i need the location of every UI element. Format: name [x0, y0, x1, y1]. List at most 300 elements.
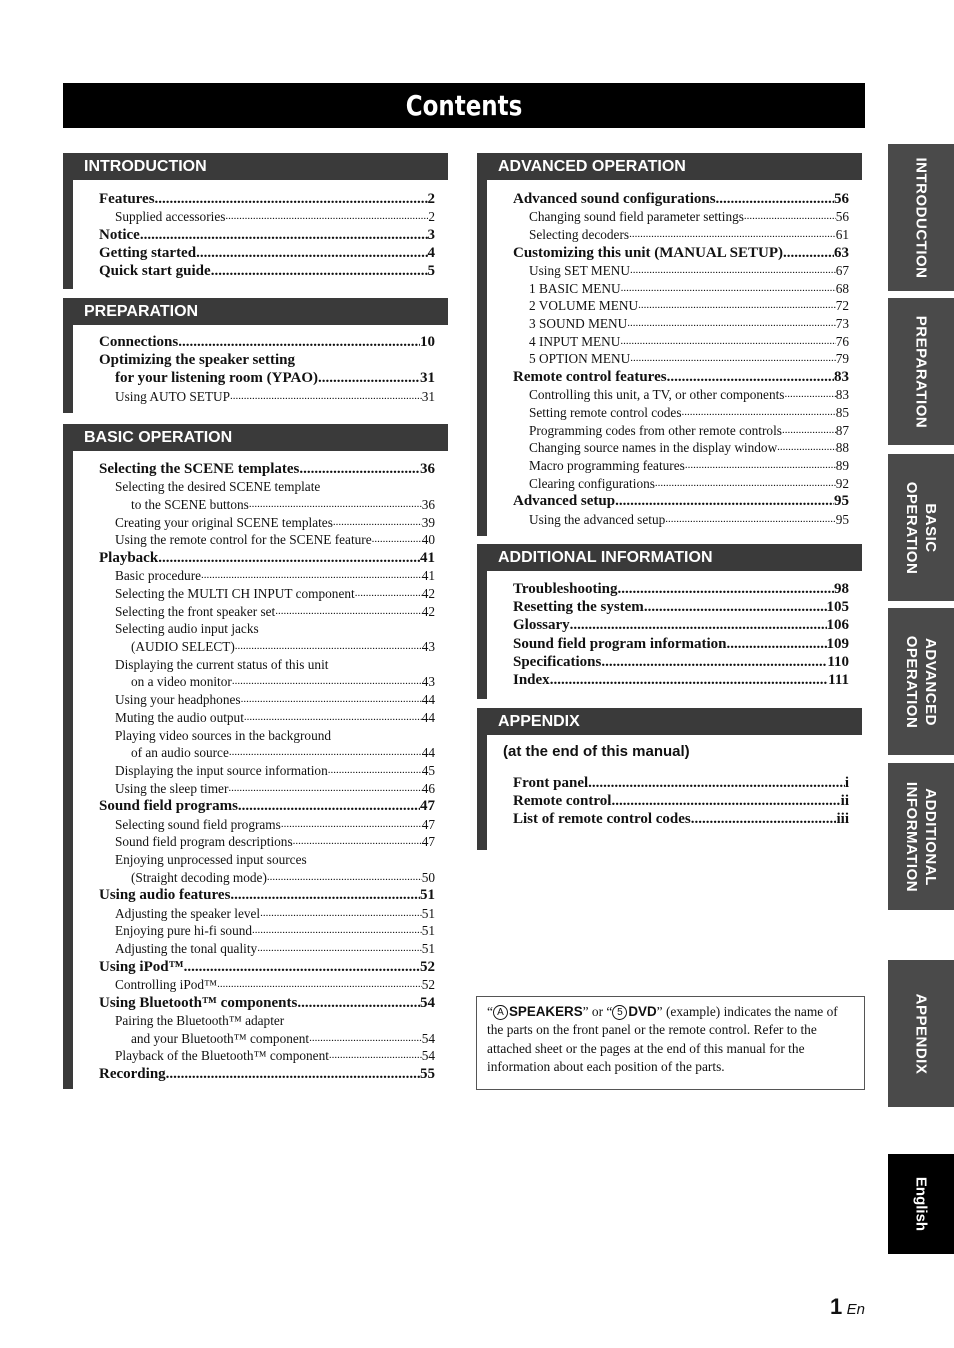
- toc-entry-page: 68: [835, 280, 849, 296]
- toc-entry-page: 92: [835, 475, 849, 491]
- toc-entry[interactable]: [513, 422, 849, 440]
- toc-entry-page: 111: [828, 672, 849, 689]
- toc-entry-label: List of remote control codes: [513, 811, 691, 828]
- toc-entry[interactable]: [99, 709, 435, 727]
- page-number: [830, 1294, 865, 1320]
- toc-entry-label: Sound field program descriptions: [115, 834, 293, 850]
- toc-entry-label: Using AUTO SETUP: [115, 388, 231, 404]
- section-heading: APPENDIX: [477, 708, 862, 735]
- toc-entry-page: 106: [826, 617, 849, 634]
- dot-leader: [570, 616, 827, 634]
- dot-leader: [309, 1030, 422, 1048]
- dot-leader: [230, 388, 422, 406]
- dot-leader: [155, 190, 428, 208]
- toc-entry-label: Controlling iPod™: [115, 976, 218, 992]
- toc-entry[interactable]: [513, 280, 849, 298]
- dot-leader: [611, 792, 840, 810]
- toc-entry-label: Selecting the front speaker set: [115, 603, 276, 619]
- dot-leader: [257, 940, 422, 958]
- toc-entry[interactable]: [513, 315, 849, 333]
- toc-entry-page: 40: [421, 532, 435, 548]
- toc-entry-label: Using audio features: [99, 887, 231, 904]
- side-tab-label-line: OPERATION: [903, 635, 920, 728]
- dot-leader: [328, 762, 422, 780]
- dot-leader: [784, 386, 835, 404]
- toc-entry-page: 95: [834, 493, 849, 510]
- side-tab-label: PREPARATION: [912, 315, 930, 428]
- toc-entry[interactable]: [513, 244, 849, 262]
- toc-entry[interactable]: [99, 388, 435, 406]
- toc-entry-page: 110: [827, 653, 849, 670]
- toc-entry[interactable]: [99, 226, 435, 244]
- toc-entry[interactable]: [99, 620, 435, 638]
- toc-entry[interactable]: [513, 333, 849, 351]
- side-tab-basic-operation[interactable]: [888, 454, 954, 601]
- dot-leader: [241, 691, 422, 709]
- side-tab-appendix[interactable]: [888, 960, 954, 1107]
- toc-entry[interactable]: [513, 616, 849, 634]
- dot-leader: [627, 315, 835, 333]
- toc-entry[interactable]: [99, 691, 435, 709]
- toc-entry-page: 51: [421, 905, 435, 921]
- note-dvd: DVD: [628, 1004, 657, 1019]
- toc-entry-label: Macro programming features: [529, 458, 685, 474]
- dot-leader: [211, 262, 428, 280]
- toc-entry[interactable]: [99, 190, 435, 208]
- toc-entry-page: 3: [427, 226, 435, 243]
- section-advanced-operation: [477, 153, 862, 536]
- toc-entry[interactable]: [513, 439, 849, 457]
- toc-entry[interactable]: [99, 208, 435, 226]
- toc-entry-label: of an audio source: [131, 745, 229, 761]
- dot-leader: [329, 1047, 422, 1065]
- toc-list-wrap: [477, 735, 862, 850]
- toc-entry-label: and your Bluetooth™ component: [131, 1030, 310, 1046]
- section-heading: BASIC OPERATION: [63, 424, 448, 451]
- toc-entry-label: Using the advanced setup: [529, 511, 666, 527]
- toc-entry[interactable]: [513, 226, 849, 244]
- section-heading: ADVANCED OPERATION: [477, 153, 862, 180]
- note-box: [476, 996, 865, 1090]
- dot-leader: [644, 598, 827, 616]
- dot-leader: [333, 514, 422, 532]
- toc-entry[interactable]: [513, 350, 849, 368]
- toc-entry-page: 79: [835, 351, 849, 367]
- toc-entry-label: Resetting the system: [513, 599, 644, 616]
- dot-leader: [777, 439, 836, 457]
- toc-entry[interactable]: [99, 869, 435, 887]
- toc-entry[interactable]: [513, 511, 849, 529]
- toc-list: [63, 451, 448, 1089]
- dot-leader: [229, 744, 422, 762]
- dot-leader: [629, 226, 836, 244]
- dot-leader: [230, 886, 420, 904]
- dot-leader: [691, 810, 837, 828]
- toc-entry-page: 50: [421, 869, 435, 885]
- side-tab-label: INTRODUCTION: [912, 157, 930, 278]
- toc-entry[interactable]: [99, 816, 435, 834]
- toc-entry-label: Recording: [99, 1065, 166, 1082]
- toc-entry-label: Playback: [99, 550, 159, 567]
- toc-entry-page: i: [844, 775, 849, 791]
- toc-entry-page: 98: [834, 581, 849, 597]
- toc-entry-label: Using the sleep timer: [115, 780, 229, 796]
- toc-entry-page: 76: [835, 333, 849, 349]
- toc-entry[interactable]: [513, 208, 849, 226]
- toc-entry-label: 1 BASIC MENU: [529, 280, 621, 296]
- toc-entry-page: 89: [835, 458, 849, 474]
- dot-leader: [318, 369, 420, 387]
- section-basic-operation: [63, 424, 448, 1089]
- toc-entry[interactable]: [99, 585, 435, 603]
- dot-leader: [783, 244, 834, 262]
- toc-entry[interactable]: [513, 457, 849, 475]
- circle-a-icon: A: [493, 1005, 508, 1020]
- toc-entry[interactable]: [99, 603, 435, 621]
- dot-leader: [655, 475, 836, 493]
- dot-leader: [260, 905, 422, 923]
- toc-entry[interactable]: [513, 598, 849, 616]
- toc-entry-page: 2: [427, 191, 435, 207]
- side-tab-label: English: [912, 1176, 930, 1232]
- toc-entry-page: 41: [420, 550, 435, 567]
- section-heading: PREPARATION: [63, 298, 448, 325]
- toc-entry[interactable]: [99, 833, 435, 851]
- side-tab-label-line: INFORMATION: [903, 781, 920, 892]
- dot-leader: [158, 549, 420, 567]
- dot-leader: [685, 457, 836, 475]
- toc-entry-label: Index: [513, 672, 550, 689]
- toc-entry-label: Selecting the desired SCENE template: [115, 479, 321, 495]
- dot-leader: [620, 333, 835, 351]
- dot-leader: [638, 297, 836, 315]
- toc-entry[interactable]: [99, 478, 435, 496]
- toc-entry[interactable]: [513, 262, 849, 280]
- dot-leader: [232, 673, 422, 691]
- dot-leader: [615, 492, 834, 510]
- side-tab-english[interactable]: [888, 1154, 954, 1254]
- toc-entry-label: Remote control: [513, 793, 612, 810]
- toc-entry-page: 42: [421, 603, 435, 619]
- circle-5-icon: 5: [612, 1005, 627, 1020]
- note-speakers: SPEAKERS: [508, 1004, 583, 1019]
- toc-entry-label: 3 SOUND MENU: [529, 315, 628, 331]
- dot-leader: [267, 869, 422, 887]
- toc-entry[interactable]: [99, 940, 435, 958]
- toc-entry-page: 2: [428, 209, 435, 225]
- toc-entry[interactable]: [513, 492, 849, 510]
- toc-entry-label: Connections: [99, 334, 179, 350]
- toc-entry-page: 43: [421, 674, 435, 690]
- toc-entry[interactable]: [99, 886, 435, 904]
- toc-entry[interactable]: [513, 635, 849, 653]
- toc-entry-page: 83: [834, 369, 849, 386]
- side-tab-label: APPENDIX: [912, 993, 930, 1074]
- toc-entry-page: 51: [421, 940, 435, 956]
- toc-entry[interactable]: [99, 922, 435, 940]
- page-title: Contents: [63, 83, 865, 128]
- toc-entry-page: 45: [421, 762, 435, 778]
- toc-entry[interactable]: [99, 780, 435, 798]
- toc-entry-label: 5 OPTION MENU: [529, 351, 631, 367]
- dot-leader: [225, 208, 428, 226]
- toc-entry[interactable]: [99, 638, 435, 656]
- toc-entry-label: Using iPod™: [99, 958, 184, 975]
- toc-entry[interactable]: [99, 905, 435, 923]
- toc-entry-page: 51: [420, 887, 435, 904]
- toc-entry[interactable]: [513, 671, 849, 689]
- toc-entry-label: Using Bluetooth™ components: [99, 994, 298, 1011]
- toc-entry-label: Sound field program information: [513, 635, 727, 652]
- toc-entry-label: Changing source names in the display window: [529, 440, 778, 456]
- dot-leader: [235, 638, 422, 656]
- side-tab-label-line: ADDITIONAL: [922, 787, 939, 886]
- toc-list: [63, 325, 448, 413]
- note-text: ” (example) indicates the name of the parts on the front panel or the remote control. Refer to the attached sheet or the pages at the end of this manual for the information about each position of the parts.: [487, 1004, 838, 1075]
- side-tab-label: [902, 781, 940, 891]
- toc-entry-page: 54: [420, 994, 435, 1011]
- side-tab-label-line: BASIC: [922, 502, 939, 553]
- toc-entry-page: 109: [826, 635, 849, 652]
- toc-entry[interactable]: [99, 351, 435, 369]
- side-tab-advanced-operation[interactable]: [888, 608, 954, 755]
- toc-entry-page: 4: [427, 245, 435, 262]
- dot-leader: [201, 567, 422, 585]
- toc-entry[interactable]: [99, 262, 435, 280]
- toc-entry-page: 87: [835, 422, 849, 438]
- dot-leader: [727, 635, 827, 653]
- side-tab-label-line: OPERATION: [903, 481, 920, 574]
- toc-entry-page: ii: [840, 793, 849, 810]
- toc-entry[interactable]: [513, 475, 849, 493]
- toc-entry-label: Advanced setup: [513, 493, 616, 510]
- toc-entry[interactable]: [99, 496, 435, 514]
- dot-leader: [196, 244, 427, 262]
- toc-entry-page: 5: [427, 263, 435, 280]
- toc-entry-label: Selecting the MULTI CH INPUT component: [115, 585, 355, 601]
- toc-entry-page: 10: [420, 334, 435, 350]
- dot-leader: [244, 709, 422, 727]
- toc-entry[interactable]: [513, 368, 849, 386]
- toc-entry-label: Adjusting the tonal quality: [115, 940, 258, 956]
- toc-entry-label: Specifications: [513, 653, 602, 670]
- dot-leader: [238, 797, 420, 815]
- section-introduction: [63, 153, 448, 289]
- toc-entry-label: Selecting audio input jacks: [115, 621, 259, 637]
- dot-leader: [166, 1065, 420, 1083]
- toc-entry-page: 47: [421, 834, 435, 850]
- toc-entry-label: Changing sound field parameter settings: [529, 209, 744, 225]
- toc-entry-label: Programming codes from other remote controls: [529, 422, 782, 438]
- section-heading: INTRODUCTION: [63, 153, 448, 180]
- dot-leader: [140, 226, 428, 244]
- dot-leader: [682, 404, 836, 422]
- toc-entry-page: 56: [834, 191, 849, 207]
- page-lang: En: [846, 1301, 865, 1318]
- dot-leader: [249, 496, 422, 514]
- toc-entry[interactable]: [99, 1030, 435, 1048]
- toc-entry-page: 47: [420, 798, 435, 815]
- toc-entry[interactable]: [99, 1065, 435, 1083]
- toc-entry-label: Selecting sound field programs: [115, 816, 281, 832]
- toc-entry-label: Selecting the SCENE templates: [99, 461, 300, 477]
- toc-entry-page: 72: [835, 298, 849, 314]
- toc-entry[interactable]: [513, 810, 849, 828]
- toc-entry[interactable]: [99, 656, 435, 674]
- toc-entry[interactable]: [513, 774, 849, 792]
- toc-entry-label: Muting the audio output: [115, 709, 244, 725]
- toc-entry-page: 83: [835, 387, 849, 403]
- toc-entry[interactable]: [99, 727, 435, 745]
- side-tab-label: [902, 481, 940, 574]
- section-appendix: [477, 708, 862, 842]
- side-tab-label-line: ADVANCED: [922, 637, 939, 726]
- dot-leader: [299, 460, 420, 478]
- toc-entry[interactable]: [99, 514, 435, 532]
- toc-entry-label: Optimizing the speaker setting: [99, 352, 295, 369]
- toc-entry[interactable]: [99, 976, 435, 994]
- toc-entry-label: Sound field programs: [99, 798, 238, 815]
- toc-entry-page: 46: [421, 780, 435, 796]
- toc-entry-label: Controlling this unit, a TV, or other components: [529, 387, 785, 403]
- dot-leader: [281, 816, 422, 834]
- dot-leader: [601, 653, 827, 671]
- toc-entry[interactable]: [513, 297, 849, 315]
- section-preparation: [63, 298, 448, 413]
- toc-entry-label: Clearing configurations: [529, 475, 655, 491]
- section-heading: ADDITIONAL INFORMATION: [477, 544, 862, 571]
- toc-entry-label: Customizing this unit (MANUAL SETUP): [513, 244, 784, 261]
- dot-leader: [184, 958, 420, 976]
- toc-entry[interactable]: [99, 994, 435, 1012]
- toc-entry[interactable]: [99, 673, 435, 691]
- toc-entry-label: on a video monitor: [131, 674, 232, 690]
- dot-leader: [372, 531, 422, 549]
- toc-entry[interactable]: [513, 653, 849, 671]
- dot-leader: [621, 280, 836, 298]
- toc-entry[interactable]: [513, 190, 849, 208]
- toc-entry-label: Enjoying pure hi-fi sound: [115, 923, 253, 939]
- appendix-subtitle: (at the end of this manual): [503, 743, 690, 760]
- toc-entry-page: 95: [835, 511, 849, 527]
- toc-list: [477, 180, 862, 536]
- dot-leader: [744, 208, 836, 226]
- toc-entry[interactable]: [99, 460, 435, 478]
- toc-entry-label: Displaying the current status of this unit: [115, 656, 329, 672]
- toc-entry[interactable]: [99, 244, 435, 262]
- toc-entry-page: 47: [421, 816, 435, 832]
- toc-entry-label: 2 VOLUME MENU: [529, 298, 639, 314]
- toc-entry-page: 56: [835, 209, 849, 225]
- toc-entry[interactable]: [513, 580, 849, 598]
- toc-entry-page: 42: [421, 585, 435, 601]
- toc-entry-page: 41: [421, 568, 435, 584]
- toc-entry-label: 4 INPUT MENU: [529, 333, 621, 349]
- toc-entry[interactable]: [99, 744, 435, 762]
- dot-leader: [293, 833, 422, 851]
- toc-list: [63, 180, 448, 289]
- dot-leader: [178, 333, 420, 351]
- toc-entry-label: Supplied accessories: [115, 209, 226, 225]
- toc-entry-page: 54: [421, 1030, 435, 1046]
- toc-entry[interactable]: [513, 386, 849, 404]
- side-tab-introduction[interactable]: [888, 144, 954, 291]
- toc-entry-page: 44: [421, 709, 435, 725]
- toc-entry-label: Creating your original SCENE templates: [115, 514, 333, 530]
- toc-entry-label: Selecting decoders: [529, 226, 630, 242]
- note-mid: ” or “: [582, 1004, 613, 1019]
- toc-entry-label: Playback of the Bluetooth™ component: [115, 1048, 329, 1064]
- toc-entry-label: Advanced sound configurations: [513, 191, 716, 207]
- toc-entry-label: Getting started: [99, 245, 197, 262]
- toc-entry[interactable]: [99, 531, 435, 549]
- toc-entry-label: (AUDIO SELECT): [131, 639, 235, 655]
- dot-leader: [217, 976, 422, 994]
- toc-entry-page: 36: [420, 461, 435, 477]
- toc-entry-label: Using the remote control for the SCENE feature: [115, 532, 372, 548]
- toc-entry-page: 51: [421, 923, 435, 939]
- toc-entry-label: Quick start guide: [99, 263, 211, 280]
- toc-entry[interactable]: [99, 958, 435, 976]
- toc-entry-label: Pairing the Bluetooth™ adapter: [115, 1012, 285, 1028]
- toc-entry[interactable]: [99, 851, 435, 869]
- toc-entry-page: 67: [835, 262, 849, 278]
- toc-entry-label: Enjoying unprocessed input sources: [115, 851, 307, 867]
- toc-entry[interactable]: [99, 762, 435, 780]
- toc-entry-page: 44: [421, 692, 435, 708]
- side-tab-additional-information[interactable]: [888, 763, 954, 910]
- dot-leader: [588, 774, 845, 792]
- toc-entry-label: (Straight decoding mode): [131, 869, 267, 885]
- section-additional-information: [477, 544, 862, 699]
- toc-entry[interactable]: [99, 1047, 435, 1065]
- dot-leader: [355, 585, 422, 603]
- toc-entry-label: Features: [99, 191, 155, 207]
- dot-leader: [716, 190, 834, 208]
- toc-entry-page: 63: [834, 244, 849, 261]
- toc-entry-page: 36: [421, 496, 435, 512]
- toc-entry[interactable]: [99, 549, 435, 567]
- toc-entry[interactable]: [99, 1012, 435, 1030]
- toc-entry-label: Troubleshooting: [513, 581, 618, 597]
- dot-leader: [297, 994, 420, 1012]
- toc-entry-page: 105: [826, 599, 849, 616]
- side-tab-label: [902, 635, 940, 728]
- toc-entry[interactable]: [99, 369, 435, 387]
- toc-entry-page: 31: [420, 370, 435, 387]
- note-quote: “: [487, 1004, 493, 1019]
- dot-leader: [275, 603, 421, 621]
- toc-entry-page: 44: [421, 745, 435, 761]
- dot-leader: [252, 922, 422, 940]
- toc-entry-page: 88: [835, 440, 849, 456]
- toc-entry-label: Adjusting the speaker level: [115, 905, 261, 921]
- toc-entry[interactable]: [99, 333, 435, 351]
- toc-entry-label: Remote control features: [513, 369, 667, 386]
- toc-entry-page: 85: [835, 404, 849, 420]
- toc-entry[interactable]: [99, 567, 435, 585]
- toc-entry[interactable]: [513, 404, 849, 422]
- toc-entry-page: iii: [836, 811, 849, 828]
- toc-entry[interactable]: [99, 797, 435, 815]
- side-tab-preparation[interactable]: [888, 298, 954, 445]
- toc-entry-page: 52: [421, 976, 435, 992]
- toc-entry[interactable]: [513, 792, 849, 810]
- toc-entry-label: Using your headphones: [115, 692, 241, 708]
- toc-list: [477, 571, 862, 699]
- dot-leader: [782, 422, 836, 440]
- toc-list: [513, 774, 849, 829]
